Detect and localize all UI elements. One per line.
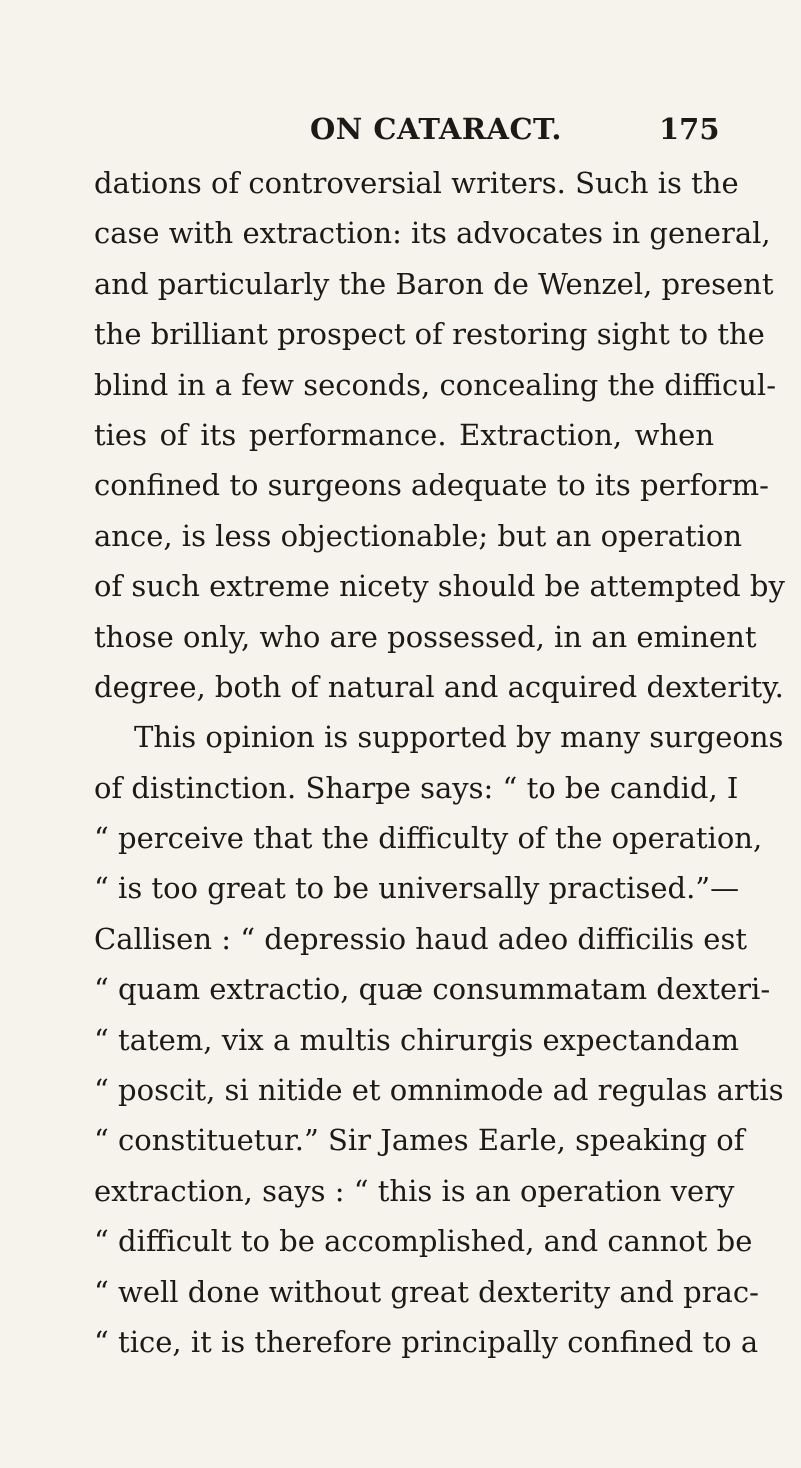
text-line: ties of its performance. Extraction, when [94, 417, 714, 452]
text-line: ance, is less objectionable; but an operation [94, 518, 743, 553]
page-number: 175 [659, 112, 720, 146]
running-head: ON CATARACT. [310, 112, 562, 146]
text-line: “ poscit, si nitide et omnimode ad regulas artis [94, 1073, 784, 1108]
text-line: “ perceive that the difficulty of the operation, [94, 821, 763, 856]
text-line: This opinion is supported by many surgeons [134, 720, 784, 755]
text-line: Callisen : “ depressio haud adeo difficilis est [94, 921, 748, 956]
text-line: confined to surgeons adequate to its perform- [94, 468, 769, 503]
body-text [94, 158, 785, 1367]
text-line: “ is too great to be universally practised.”— [94, 871, 740, 906]
text-line: degree, both of natural and acquired dexterity. [94, 669, 784, 704]
page-header [0, 112, 801, 152]
text-line: those only, who are possessed, in an eminent [94, 619, 757, 654]
text-line: “ difficult to be accomplished, and cannot be [94, 1224, 753, 1259]
text-line: “ well done without great dexterity and prac- [94, 1274, 759, 1309]
text-line: and particularly the Baron de Wenzel, present [94, 266, 774, 301]
text-line: extraction, says : “ this is an operation very [94, 1173, 735, 1208]
text-line: “ tatem, vix a multis chirurgis expectandam [94, 1022, 739, 1057]
text-line: blind in a few seconds, concealing the difficul- [94, 367, 776, 402]
text-line: “ tice, it is therefore principally confined to a [94, 1324, 759, 1359]
text-line: of distinction. Sharpe says: “ to be candid, I [94, 770, 739, 805]
text-line: case with extraction: its advocates in general, [94, 216, 771, 251]
text-line: dations of controversial writers. Such is the [94, 166, 739, 200]
text-line: of such extreme nicety should be attempted by [94, 569, 785, 604]
text-line: “ quam extractio, quæ consummatam dexteri- [94, 972, 771, 1007]
text-line: “ constituetur.” Sir James Earle, speaking of [94, 1123, 745, 1158]
text-line: the brilliant prospect of restoring sight to the [94, 317, 765, 352]
